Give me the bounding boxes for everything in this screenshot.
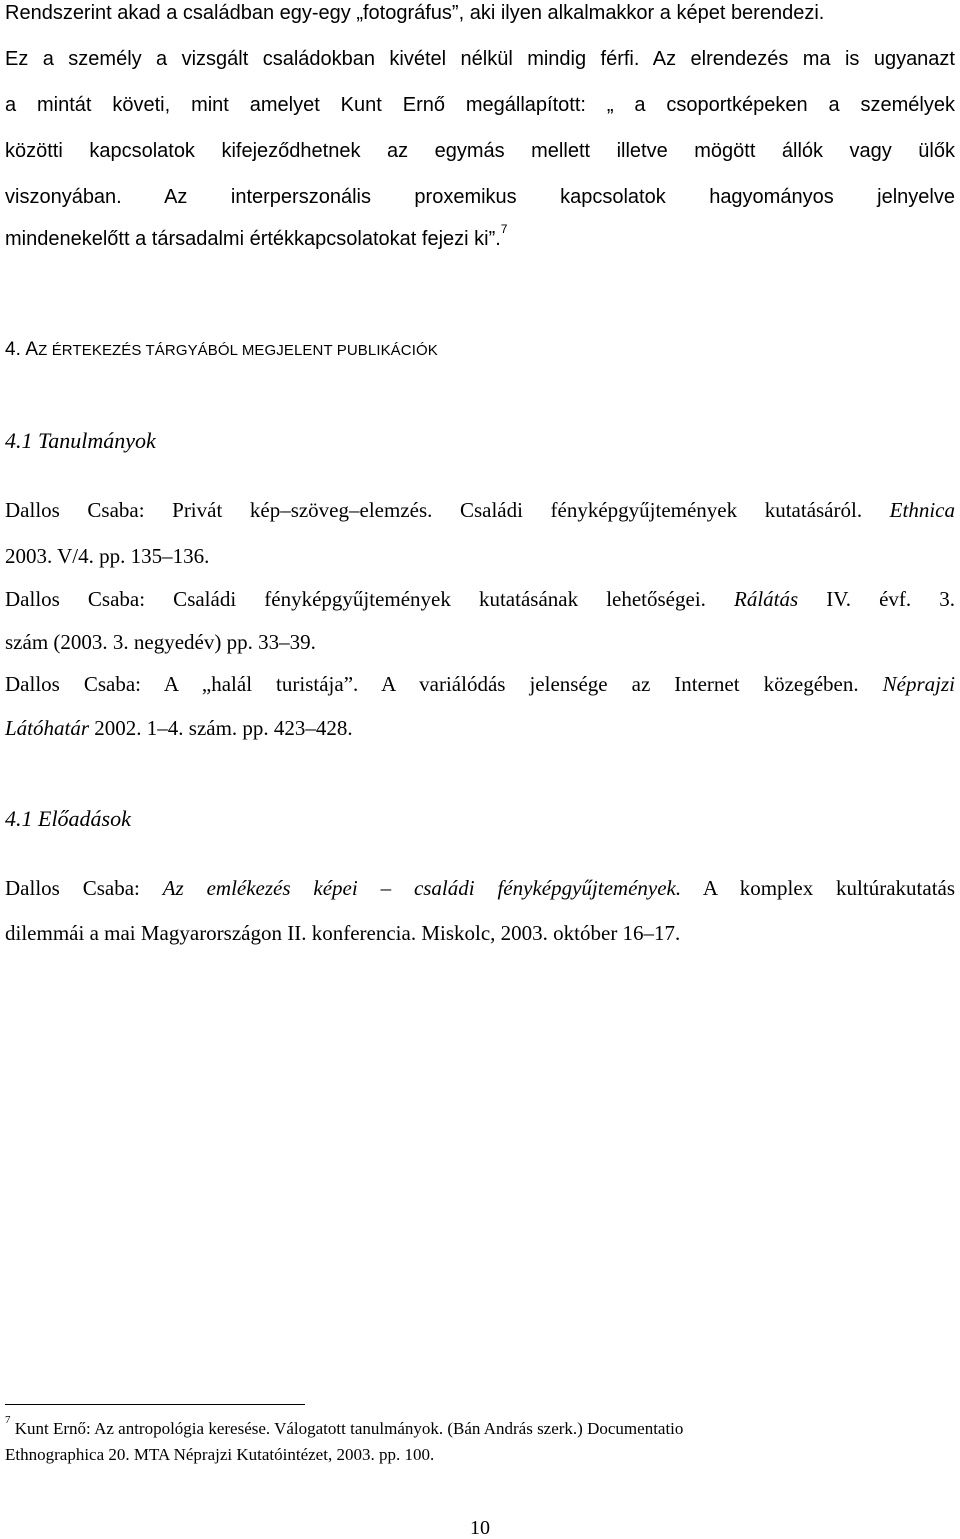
footnote-reference[interactable]: 7 <box>500 222 508 236</box>
entry-journal: Néprajzi <box>882 672 956 696</box>
section-title: Z ÉRTEKEZÉS TÁRGYÁBÓL MEGJELENT PUBLIKÁCIÓK <box>38 342 438 359</box>
entry-author-title: Dallos Csaba: Családi fényképgyűjtemények kutatásának lehetőségei. <box>5 587 706 611</box>
footnote <box>5 1414 684 1438</box>
subsection-heading: 4.1 Előadások <box>5 806 131 831</box>
publication-entry-cont: szám (2003. 3. negyedév) pp. 33–39. <box>5 630 316 654</box>
publication-entry <box>5 589 955 610</box>
footnote-divider <box>5 1404 305 1405</box>
entry-author-title: Dallos Csaba: A „halál turistája”. A variálódás jelensége az Internet közegében. <box>5 672 859 696</box>
body-text: Rendszerint akad a családban egy-egy „fotográfus”, aki ilyen alkalmakkor a képet berendezi. <box>5 2 825 24</box>
publication-entry-cont: 2003. V/4. pp. 135–136. <box>5 544 210 568</box>
entry-journal: Látóhatár <box>5 716 90 740</box>
footnote-number: 7 <box>5 1414 11 1426</box>
footnote-text: Kunt Ernő: Az antropológia keresése. Válogatott tanulmányok. (Bán András szerk.) Documentatio <box>14 1419 684 1438</box>
body-line <box>5 222 508 250</box>
page-number: 10 <box>470 1517 490 1539</box>
entry-title: Az emlékezés képei – családi fényképgyűjtemények. <box>162 876 682 900</box>
entry-author: Dallos Csaba: <box>5 876 140 900</box>
publication-entry <box>5 674 955 695</box>
entry-issue: IV. évf. 3. <box>826 587 956 611</box>
entry-journal: Rálátás <box>734 587 799 611</box>
section-number: 4. <box>5 339 22 360</box>
footnote-cont: Ethnographica 20. MTA Néprajzi Kutatóintézet, 2003. pp. 100. <box>5 1445 435 1464</box>
entry-rest: 2002. 1–4. szám. pp. 423–428. <box>94 716 353 740</box>
body-line: a mintát követi, mint amelyet Kunt Ernő megállapított: „ a csoportképeken a személyek <box>5 94 955 116</box>
subsection-heading: 4.1 Tanulmányok <box>5 428 156 453</box>
entry-rest: A komplex kultúrakutatás <box>702 876 956 900</box>
body-line: Ez a személy a vizsgált családokban kivétel nélkül mindig férfi. Az elrendezés ma is ugyanazt <box>5 48 955 70</box>
lecture-entry <box>5 878 955 899</box>
body-line: viszonyában. Az interperszonális proxemikus kapcsolatok hagyományos jelnyelve <box>5 186 955 208</box>
publication-entry-cont <box>5 718 353 739</box>
publication-entry <box>5 500 955 521</box>
entry-journal: Ethnica <box>889 498 955 522</box>
body-line: közötti kapcsolatok kifejeződhetnek az egymás mellett illetve mögött állók vagy ülők <box>5 140 955 162</box>
lecture-entry-cont: dilemmái a mai Magyarországon II. konferencia. Miskolc, 2003. október 16–17. <box>5 921 681 945</box>
section-title-initial: A <box>25 339 39 360</box>
body-line <box>5 3 955 23</box>
entry-author-title: Dallos Csaba: Privát kép–szöveg–elemzés. Családi fényképgyűjtemények kutatásáról. <box>5 498 863 522</box>
body-text: mindenekelőtt a társadalmi értékkapcsolatokat fejezi ki”. <box>5 228 501 250</box>
section-heading <box>5 340 438 359</box>
